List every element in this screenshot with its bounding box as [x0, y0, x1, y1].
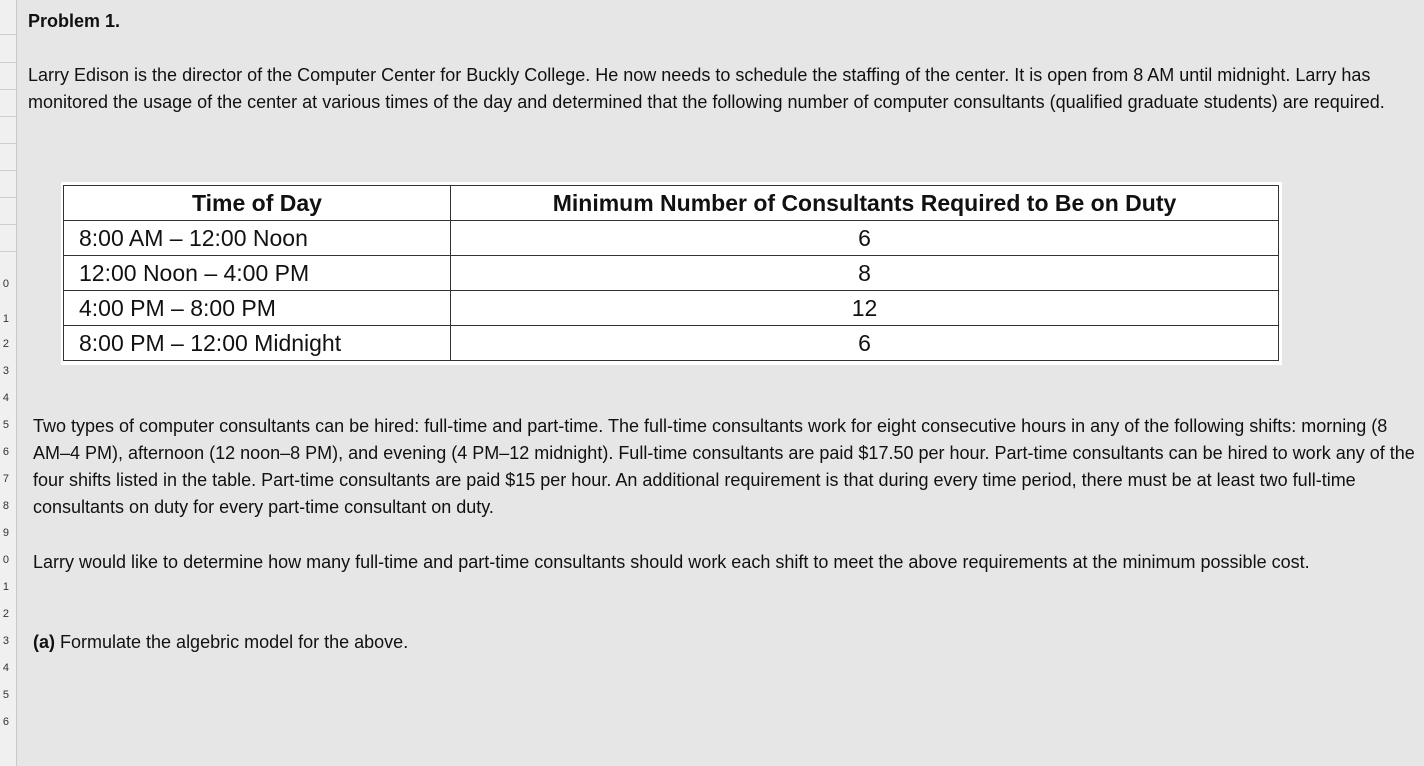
row-number: 1 — [2, 581, 9, 593]
table-row — [64, 291, 1279, 326]
table-row — [64, 221, 1279, 256]
time-period-cell: 12:00 Noon – 4:00 PM — [64, 256, 451, 291]
question-text: Formulate the algebric model for the above. — [55, 632, 409, 652]
table-header-row — [64, 186, 1279, 221]
row-divider — [0, 143, 16, 144]
question-label: (a) — [33, 632, 55, 652]
problem-title: Problem 1. — [28, 11, 121, 31]
row-number: 5 — [2, 419, 9, 431]
table-row — [64, 326, 1279, 361]
row-divider — [0, 197, 16, 198]
row-number: 0 — [2, 278, 9, 290]
row-number: 5 — [2, 689, 9, 701]
intro-paragraph: Larry Edison is the director of the Computer Center for Buckly College. He now needs to schedule the staffing of the center. It is open from 8 AM until midnight. Larry has monitored the usage of the center at various times of the day and determined that the following number of computer consultants (qualified graduate students) are required. — [28, 65, 1385, 112]
row-number: 6 — [2, 446, 9, 458]
row-divider — [0, 89, 16, 90]
row-divider — [0, 224, 16, 225]
row-number: 1 — [2, 313, 9, 325]
row-number: 9 — [2, 527, 9, 539]
row-number: 2 — [2, 338, 9, 350]
question-a — [33, 629, 1424, 656]
time-period-cell: 8:00 AM – 12:00 Noon — [64, 221, 451, 256]
row-number: 2 — [2, 608, 9, 620]
row-divider — [0, 116, 16, 117]
consultant-types-paragraph: Two types of computer consultants can be hired: full-time and part-time. The full-time consultants work for eight consecutive hours in any of the following shifts: morning (8 AM–4 PM), afternoon (12 noon–8 PM), and evening (4 PM–12 midnight). Full-time consultants are paid $17.50 per hour. Part-time consultants can be hired to work any of the four shifts listed in the table. Part-time consultants are paid $15 per hour. An additional requirement is that during every time period, there must be at least two full-time consultants on duty for every part-time consultant on duty. — [33, 416, 1415, 517]
row-number: 3 — [2, 365, 9, 377]
minimum-consultants-header: Minimum Number of Consultants Required to Be on Duty — [451, 186, 1279, 221]
minimum-count-cell: 8 — [451, 256, 1279, 291]
goal-paragraph: Larry would like to determine how many full-time and part-time consultants should work each shift to meet the above requirements at the minimum possible cost. — [33, 552, 1310, 572]
row-number: 0 — [2, 554, 9, 566]
minimum-count-cell: 6 — [451, 221, 1279, 256]
row-divider — [0, 34, 16, 35]
table-row — [64, 256, 1279, 291]
row-number: 3 — [2, 635, 9, 647]
row-number: 4 — [2, 392, 9, 404]
time-period-cell: 8:00 PM – 12:00 Midnight — [64, 326, 451, 361]
row-divider — [0, 251, 16, 252]
problem-content — [17, 0, 1424, 766]
time-of-day-header: Time of Day — [64, 186, 451, 221]
row-divider — [0, 170, 16, 171]
row-number: 6 — [2, 716, 9, 728]
row-divider — [0, 62, 16, 63]
minimum-count-cell: 12 — [451, 291, 1279, 326]
row-number: 7 — [2, 473, 9, 485]
row-number: 8 — [2, 500, 9, 512]
time-period-cell: 4:00 PM – 8:00 PM — [64, 291, 451, 326]
spreadsheet-row-gutter — [0, 0, 17, 766]
row-number: 4 — [2, 662, 9, 674]
staffing-requirements-table — [63, 185, 1279, 361]
minimum-count-cell: 6 — [451, 326, 1279, 361]
staffing-table-container — [61, 182, 1282, 365]
